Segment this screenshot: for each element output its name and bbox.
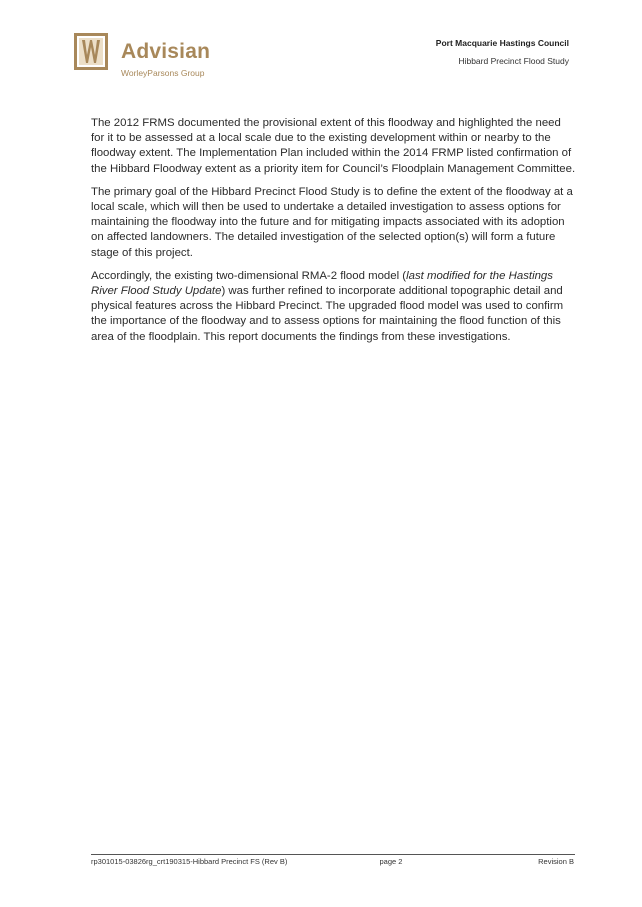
- footer-doc-ref: rp301015-03826rg_crt190315-Hibbard Precinct FS (Rev B): [91, 857, 288, 866]
- paragraph-2: The primary goal of the Hibbard Precinct Flood Study is to define the extent of the floodway at a local scale, which will then be used to undertake a detailed investigation to assess options for maintaining the floodway into the future and for mitigating impacts associated with its adoption on affected landowners. The detailed investigation of the selected option(s) will form a future stage of this project.: [91, 185, 573, 259]
- header-project: Hibbard Precinct Flood Study: [458, 56, 569, 66]
- footer-divider: [91, 854, 575, 855]
- paragraph-3-italic: last modified for the Hastings River Flood Study Update: [91, 269, 553, 298]
- paragraph-3: [91, 269, 577, 345]
- brand-subtitle: WorleyParsons Group: [121, 68, 205, 78]
- footer-page-number: page 2: [379, 857, 403, 866]
- document-body: [91, 116, 577, 353]
- brand-name: Advisian: [121, 40, 211, 63]
- header-client: Port Macquarie Hastings Council: [435, 38, 569, 48]
- advisian-logo-icon: [74, 33, 108, 70]
- footer-revision: Revision B: [538, 857, 574, 866]
- paragraph-3-end: ) was further refined to incorporate additional topographic detail and physical features across the Hibbard Precinct. The upgraded flood model was used to confirm the importance of the floodway and to assess options for maintaining the flood function of this area of the floodplain. This report documents the findings from these investigations.: [91, 285, 564, 343]
- paragraph-3-start: Accordingly, the existing two-dimensional RMA-2 flood model (: [91, 269, 407, 282]
- paragraph-1: The 2012 FRMS documented the provisional extent of this floodway and highlighted the need for it to be assessed at a local scale due to the existing development within or nearby to the floodway extent. The Implementation Plan included within the 2014 FRMP listed confirmation of the Hibbard Floodway extent as a priority item for Council’s Floodplain Management Committee.: [91, 117, 576, 175]
